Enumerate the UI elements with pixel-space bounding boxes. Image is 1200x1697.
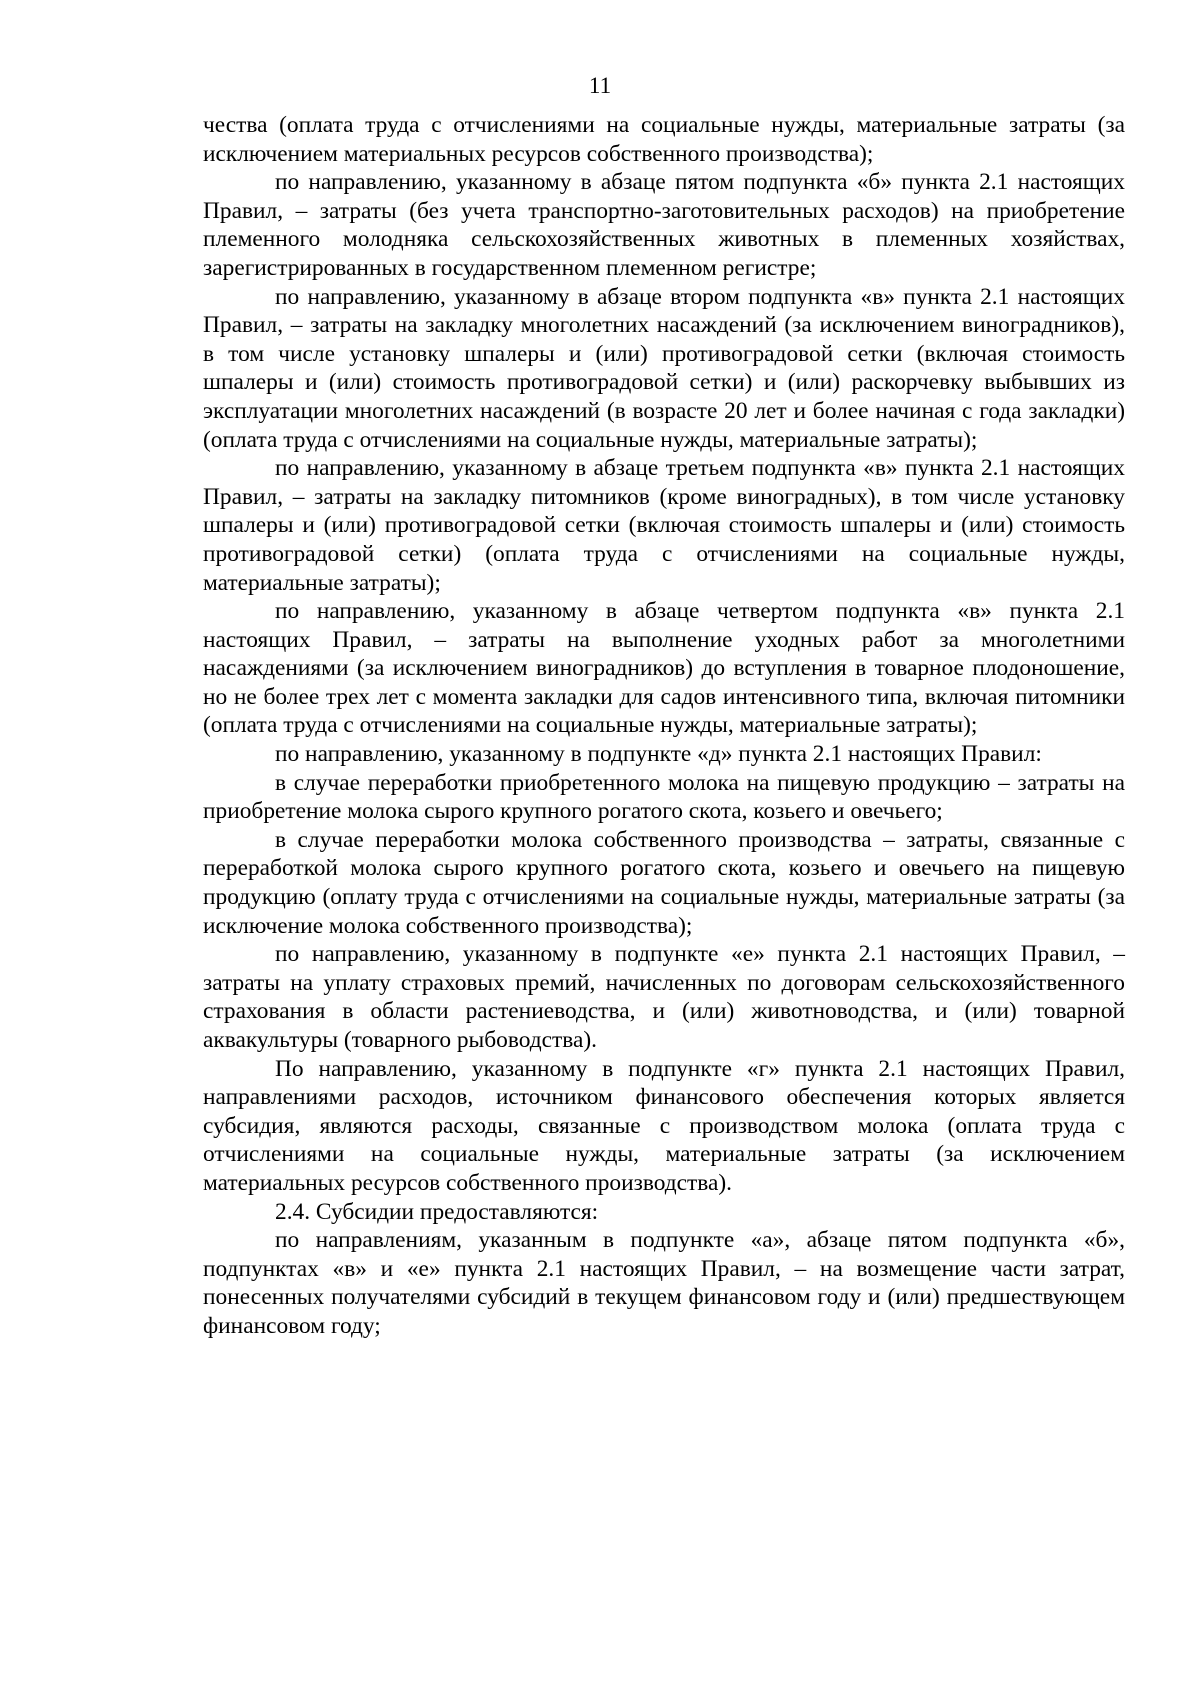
- document-body: [203, 111, 1125, 1341]
- section-heading: 2.4. Субсидии предоставляются:: [275, 1198, 599, 1225]
- paragraph-continuation: чества (оплата труда с отчислениями на социальные нужды, материальные затраты (за исключением материальных ресурсов собственного производства);: [203, 112, 1125, 167]
- page-number: 11: [588, 73, 612, 98]
- paragraph: по направлению, указанному в абзаце втором подпункта «в» пункта 2.1 настоящих Правил, – затраты на закладку многолетних насаждений (за исключением виноградников), в том числе установку шпалеры и (или) противоградовой сетки (включая стоимость шпалеры и (или) стоимость противоградовой сетки) и (или) раскорчевку выбывших из эксплуатации многолетних насаждений (в возрасте 20 лет и более начиная с года закладки) (оплата труда с отчислениями на социальные нужды, материальные затраты);: [203, 283, 1125, 453]
- paragraph: по направлению, указанному в абзаце третьем подпункта «в» пункта 2.1 настоящих Правил, – затраты на закладку питомников (кроме виноградных), в том числе установку шпалеры и (или) противоградовой сетки (включая стоимость шпалеры и (или) стоимость противоградовой сетки) (оплата труда с отчислениями на социальные нужды, материальные затраты);: [203, 455, 1125, 596]
- paragraph: по направлению, указанному в абзаце пятом подпункта «б» пункта 2.1 настоящих Правил, – затраты (без учета транспортно-заготовительных расходов) на приобретение племенного молодняка сельскохозяйственных животных в племенных хозяйствах, зарегистрированных в государственном племенном регистре;: [203, 169, 1125, 281]
- paragraph: по направлениям, указанным в подпункте «а», абзаце пятом подпункта «б», подпунктах «в» и «е» пункта 2.1 настоящих Правил, – на возмещение части затрат, понесенных получателями субсидий в текущем финансовом году и (или) предшествующем финансовом году;: [203, 1227, 1125, 1339]
- paragraph: в случае переработки молока собственного производства – затраты, связанные с переработкой молока сырого крупного рогатого скота, козьего и овечьего на пищевую продукцию (оплату труда с отчислениями на социальные нужды, материальные затраты (за исключение молока собственного производства);: [203, 826, 1125, 939]
- paragraph: по направлению, указанному в абзаце четвертом подпункта «в» пункта 2.1 настоящих Правил, – затраты на выполнение уходных работ за многолетними насаждениями (за исключением виноградников) до вступления в товарное плодоношение, но не более трех лет с момента закладки для садов интенсивного типа, включая питомники (оплата труда с отчислениями на социальные нужды, материальные затраты);: [203, 598, 1125, 739]
- paragraph: по направлению, указанному в подпункте «е» пункта 2.1 настоящих Правил, – затраты на уплату страховых премий, начисленных по договорам сельскохозяйственного страхования в области растениеводства, и (или) животноводства, и (или) товарной аквакультуры (товарного рыбоводства).: [203, 941, 1125, 1053]
- paragraph: в случае переработки приобретенного молока на пищевую продукцию – затраты на приобретение молока сырого крупного рогатого скота, козьего и овечьего;: [203, 769, 1125, 825]
- paragraph: по направлению, указанному в подпункте «д» пункта 2.1 настоящих Правил:: [275, 741, 1042, 768]
- paragraph: По направлению, указанному в подпункте «г» пункта 2.1 настоящих Правил, направлениями расходов, источником финансового обеспечения которых является субсидия, являются расходы, связанные с производством молока (оплата труда с отчислениями на социальные нужды, материальные затраты (за исключением материальных ресурсов собственного производства).: [203, 1055, 1125, 1196]
